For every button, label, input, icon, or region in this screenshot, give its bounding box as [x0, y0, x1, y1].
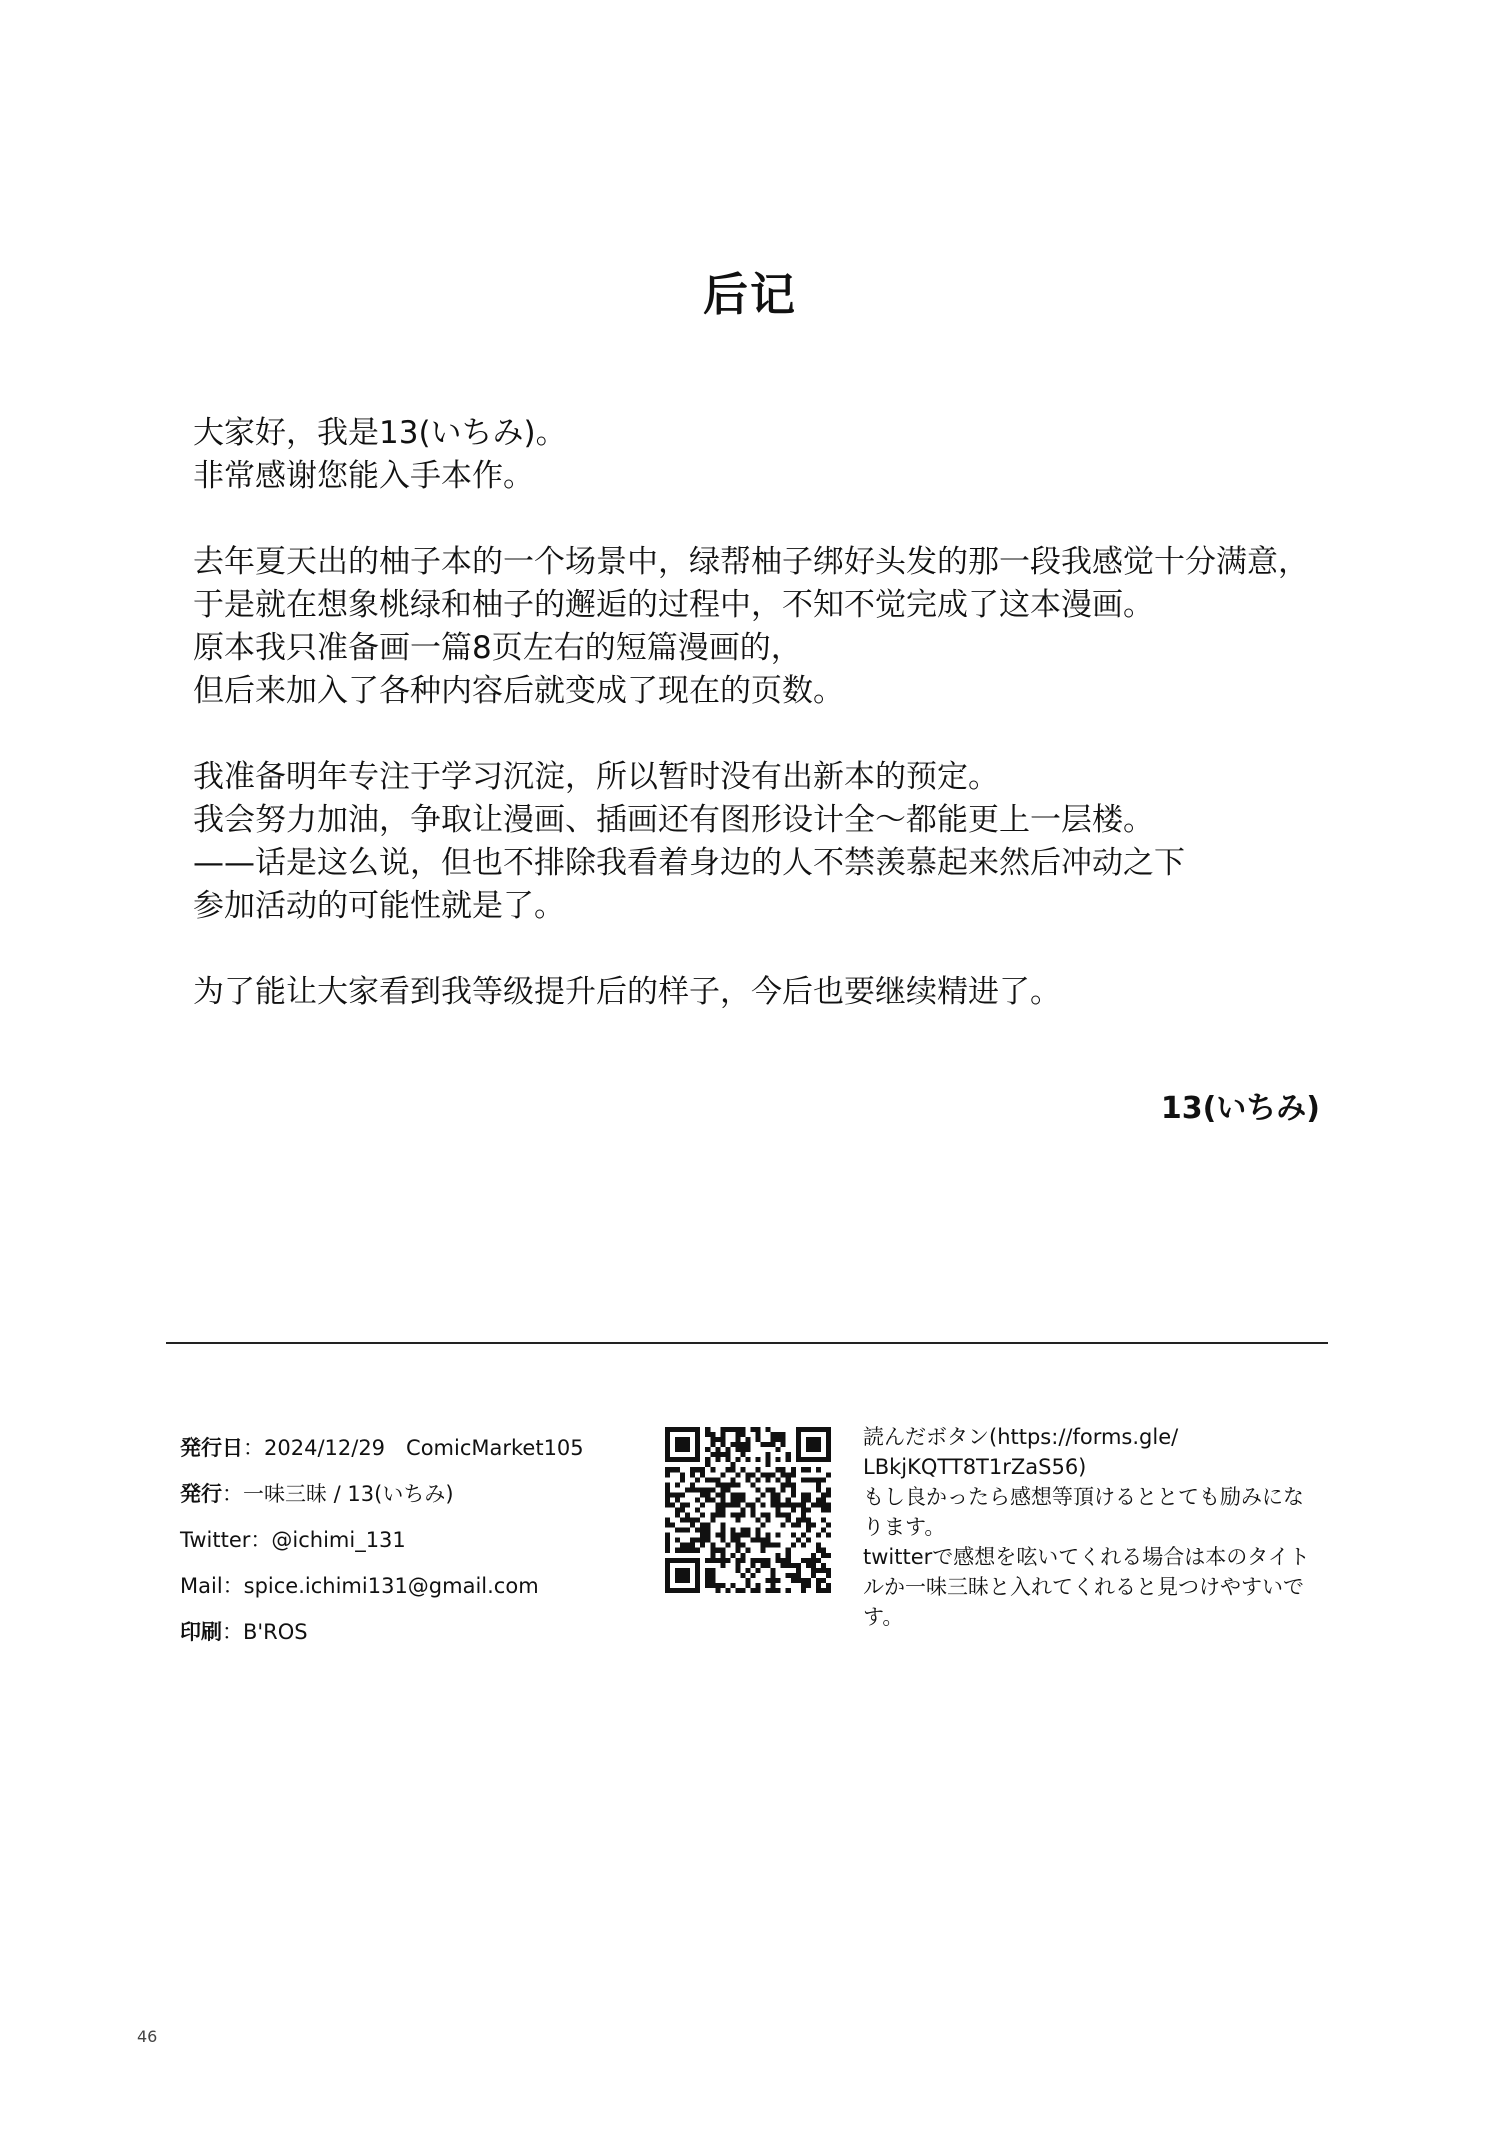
page-title: 后记 — [702, 268, 797, 321]
text-line: 非常感谢您能入手本作。 — [193, 458, 534, 494]
print-label: 印刷 — [180, 1620, 222, 1644]
date-label: 発行日 — [180, 1436, 243, 1460]
text-line: 原本我只准备画一篇8页左右的短篇漫画的， — [193, 630, 802, 666]
feedback-line: twitterで感想を呟いてくれる場合は本のタイト — [863, 1545, 1310, 1569]
feedback-line: 読んだボタン(https://forms.gle/ — [863, 1425, 1179, 1449]
afterword-body — [193, 412, 1343, 1014]
date-value: ：2024/12/29 ComicMarket105 — [243, 1436, 584, 1460]
feedback-line: ります。 — [863, 1515, 946, 1539]
print-value: ：B'ROS — [222, 1620, 308, 1644]
colophon-twitter: Twitter：@ichimi_131 — [180, 1528, 406, 1552]
colophon — [180, 1425, 584, 1655]
feedback-note — [863, 1422, 1353, 1632]
text-line: 我准备明年专注于学习沉淀，所以暂时没有出新本的预定。 — [193, 759, 999, 795]
text-line: ——话是这么说，但也不排除我看着身边的人不禁羡慕起来然后冲动之下 — [193, 845, 1185, 881]
feedback-line: ルか一味三昧と入れてくれると見つけやすいで — [863, 1575, 1304, 1599]
text-line: 我会努力加油，争取让漫画、插画还有图形设计全〜都能更上一层楼。 — [193, 802, 1154, 838]
text-line: 于是就在想象桃绿和柚子的邂逅的过程中，不知不觉完成了这本漫画。 — [193, 587, 1154, 623]
feedback-line: す。 — [863, 1605, 904, 1629]
colophon-mail: Mail：spice.ichimi131@gmail.com — [180, 1574, 539, 1598]
publisher-label: 発行 — [180, 1482, 222, 1506]
colophon-publisher — [180, 1471, 584, 1517]
qr-code-icon[interactable] — [665, 1427, 831, 1593]
paragraph-1 — [193, 412, 1343, 498]
text-line: 去年夏天出的柚子本的一个场景中，绿帮柚子绑好头发的那一段我感觉十分满意， — [193, 544, 1309, 580]
feedback-line: もし良かったら感想等頂けるととても励みにな — [863, 1485, 1304, 1509]
paragraph-2 — [193, 541, 1343, 713]
divider — [166, 1342, 1328, 1344]
paragraph-3 — [193, 756, 1343, 928]
paragraph-4 — [193, 971, 1343, 1014]
text-line: 大家好，我是13(いちみ)。 — [193, 415, 567, 451]
text-line: 为了能让大家看到我等级提升后的样子，今后也要继续精进了。 — [193, 974, 1061, 1010]
colophon-date — [180, 1425, 584, 1471]
text-line: 但后来加入了各种内容后就变成了现在的页数。 — [193, 673, 844, 709]
feedback-line: LBkjKQTT8T1rZaS56) — [863, 1455, 1087, 1479]
text-line: 参加活动的可能性就是了。 — [193, 888, 565, 924]
page-number: 46 — [137, 2027, 158, 2046]
publisher-value: ：一味三昧 / 13(いちみ) — [222, 1482, 454, 1506]
author-signature: 13(いちみ) — [1160, 1091, 1320, 1126]
colophon-print — [180, 1609, 584, 1655]
